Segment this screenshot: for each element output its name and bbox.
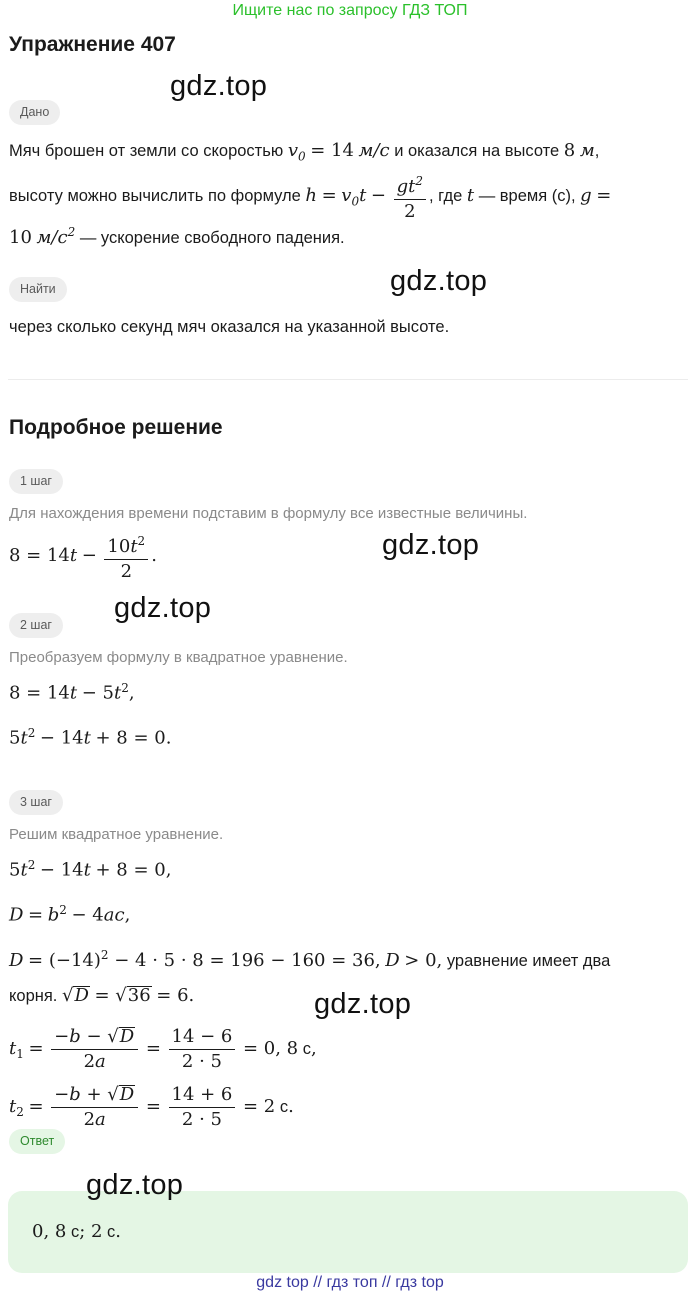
step-1-description: Для нахождения времени подставим в формулу все известные величины. [9,505,528,522]
answer-label: Ответ [9,1129,65,1154]
step-3-equation-4: корня. √D = √36 = 6. [9,985,195,1006]
watermark: gdz.top [382,529,480,561]
fraction: $\frac{-b + √D}{2a}$ [51,1084,138,1131]
step-3-description: Решим квадратное уравнение. [9,826,224,843]
watermark: gdz.top [114,592,212,624]
step-3-equation-1: $5t^2 - 14t + 8 = 0$, [9,858,172,881]
unit-seconds: с [279,1097,289,1116]
page-title: Упражнение 407 [9,33,176,56]
watermark: gdz.top [314,988,412,1020]
step-2-equation-2: $5t^2 - 14t + 8 = 0$. [9,726,172,749]
unit-seconds: с [70,1223,80,1241]
fraction: $\frac{14 + 6}{2 \cdot 5}$ [169,1084,236,1131]
step-2-badge [9,613,63,638]
given-text: Мяч брошен от земли со скоростью [9,142,284,160]
watermark: gdz.top [390,265,488,297]
find-label: Найти [9,277,67,302]
answer-badge [9,1129,65,1154]
step-2-description: Преобразуем формулу в квадратное уравнение. [9,649,348,666]
fraction: $\frac{14 - 6}{2 \cdot 5}$ [169,1026,236,1073]
step-3-text: корня. [9,987,58,1005]
given-label: Дано [9,100,60,125]
answer-text: 0, 8 с; 2 с. [32,1221,122,1242]
unit-seconds: с [107,1223,116,1241]
fraction: $\frac{-b - √D}{2a}$ [51,1026,138,1073]
step-label: 1 шаг [9,469,63,494]
given-text: — ускорение свободного падения. [79,229,345,247]
find-badge [9,277,67,302]
step-1-badge [9,469,63,494]
step-label: 3 шаг [9,790,63,815]
root-2-formula: $t_2$ = $\frac{-b + √D}{2a}$ = $\frac{14 + 6}{2 \cdot 5}$ = 2 с. [9,1084,294,1130]
find-text: через сколько секунд мяч оказался на указанной высоте. [9,318,450,336]
fraction: $\frac{10t^2}{2}$ [104,530,148,583]
step-3-equation-3: $D = (-14)^2 - 4 \cdot 5 \cdot 8 = 196 - 160 = 36$, D > 0, уравнение имеет два [9,948,611,971]
divider [8,379,688,380]
root-1-formula: $t_1$ = $\frac{-b - √D}{2a}$ = $\frac{14 - 6}{2 \cdot 5}$ = 0, 8 с, [9,1026,317,1072]
fraction: $\frac{gt^2}{2}$ [394,170,426,223]
step-1-equation: 8 = 14t − $\frac{10t^2}{2}$ . [9,530,157,583]
solution-title: Подробное решение [9,416,223,439]
step-3-equation-2: $D = b^2 - 4ac$, [9,903,131,926]
step-label: 2 шаг [9,613,63,638]
given-line-1: Мяч брошен от земли со скоростью $v_0 = 14$ м/с и оказался на высоте 8 м, [9,140,600,164]
search-banner: Ищите нас по запросу ГДЗ ТОП [232,2,468,19]
step-2-equation-1: $8 = 14t - 5t^2$, [9,681,135,704]
given-text: высоту можно вычислить по формуле [9,186,301,205]
given-text: и оказался на высоте [394,142,560,160]
watermark: gdz.top [86,1169,184,1201]
given-text: , где [429,186,463,205]
unit-seconds: с [302,1039,311,1058]
step-3-text: уравнение имеет два [446,952,611,970]
given-line-3: 10 $м/с^2$ — ускорение свободного падения. [9,225,345,248]
watermark: gdz.top [170,70,268,102]
given-text: — время (с), [478,186,576,205]
step-3-badge [9,790,63,815]
given-line-2: высоту можно вычислить по формуле $h = v_0t$ − $\frac{gt^2}{2}$ , где t — время (с), g = [9,170,611,223]
given-badge [9,100,60,125]
footer-links[interactable]: gdz top // гдз топ // гдз top [256,1274,444,1291]
